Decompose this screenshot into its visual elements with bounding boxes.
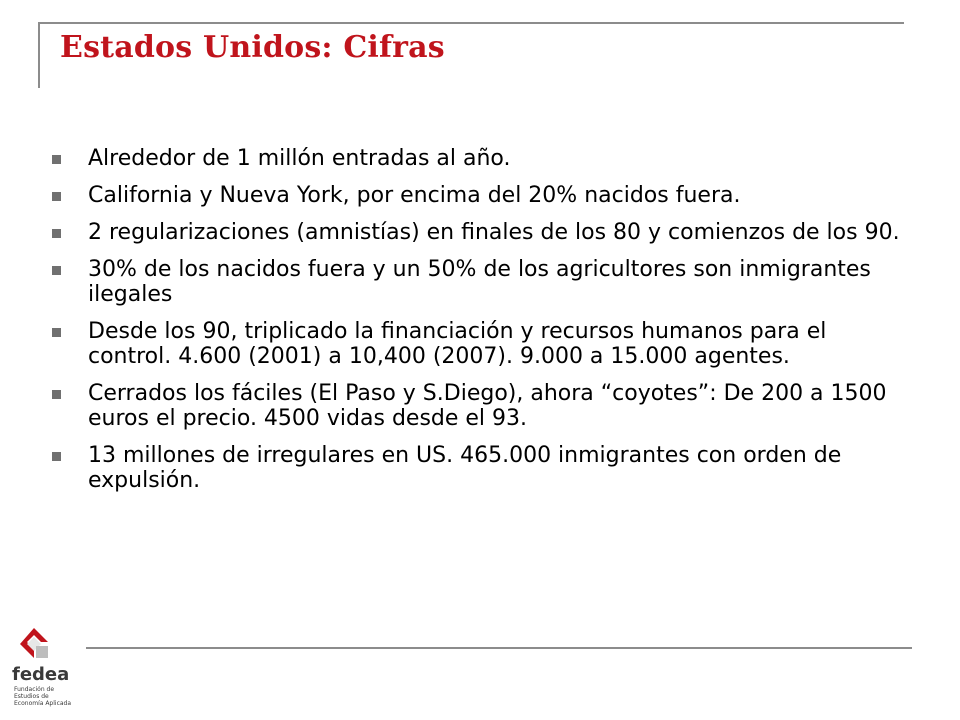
- slide-title: Estados Unidos: Cifras: [60, 30, 445, 65]
- logo-wordmark: fedea: [12, 664, 70, 685]
- bullet-item: [52, 146, 912, 171]
- bullet-item: [52, 381, 912, 431]
- bullet-square-icon: [52, 390, 61, 399]
- bullet-item: [52, 220, 912, 245]
- logo-subtitle-line: Economía Aplicada: [14, 700, 72, 707]
- bullet-item: [52, 319, 912, 369]
- bottom-rule: [86, 647, 912, 649]
- fedea-logo: [8, 624, 82, 716]
- bullet-list: [52, 146, 912, 505]
- bullet-text: Desde los 90, triplicado la financiación y recursos humanos para el control. 4.600 (2001) a 10,400 (2007). 9.000 a 15.000 agentes.: [88, 319, 827, 369]
- fedea-logo-icon: [14, 624, 54, 664]
- bullet-square-icon: [52, 192, 61, 201]
- bullet-square-icon: [52, 266, 61, 275]
- logo-subtitle-line: Fundación de: [14, 686, 55, 693]
- bullet-text: 13 millones de irregulares en US. 465.000 inmigrantes con orden de expulsión.: [88, 443, 842, 493]
- bullet-text: Cerrados los fáciles (El Paso y S.Diego), ahora “coyotes”: De 200 a 1500 euros el precio. 4500 vidas desde el 93.: [88, 381, 887, 431]
- bullet-text: 30% de los nacidos fuera y un 50% de los agricultores son inmigrantes ilegales: [88, 257, 871, 307]
- bullet-item: [52, 443, 912, 493]
- logo-subtitle-line: Estudios de: [14, 693, 49, 700]
- bullet-text: California y Nueva York, por encima del 20% nacidos fuera.: [88, 183, 741, 208]
- top-rule: [38, 22, 904, 24]
- bullet-square-icon: [52, 229, 61, 238]
- bullet-square-icon: [52, 155, 61, 164]
- bullet-item: [52, 183, 912, 208]
- bullet-square-icon: [52, 452, 61, 461]
- bullet-text: 2 regularizaciones (amnistías) en finales de los 80 y comienzos de los 90.: [88, 220, 900, 245]
- bullet-item: [52, 257, 912, 307]
- bullet-text: Alrededor de 1 millón entradas al año.: [88, 146, 511, 171]
- bullet-square-icon: [52, 328, 61, 337]
- left-rule: [38, 22, 40, 88]
